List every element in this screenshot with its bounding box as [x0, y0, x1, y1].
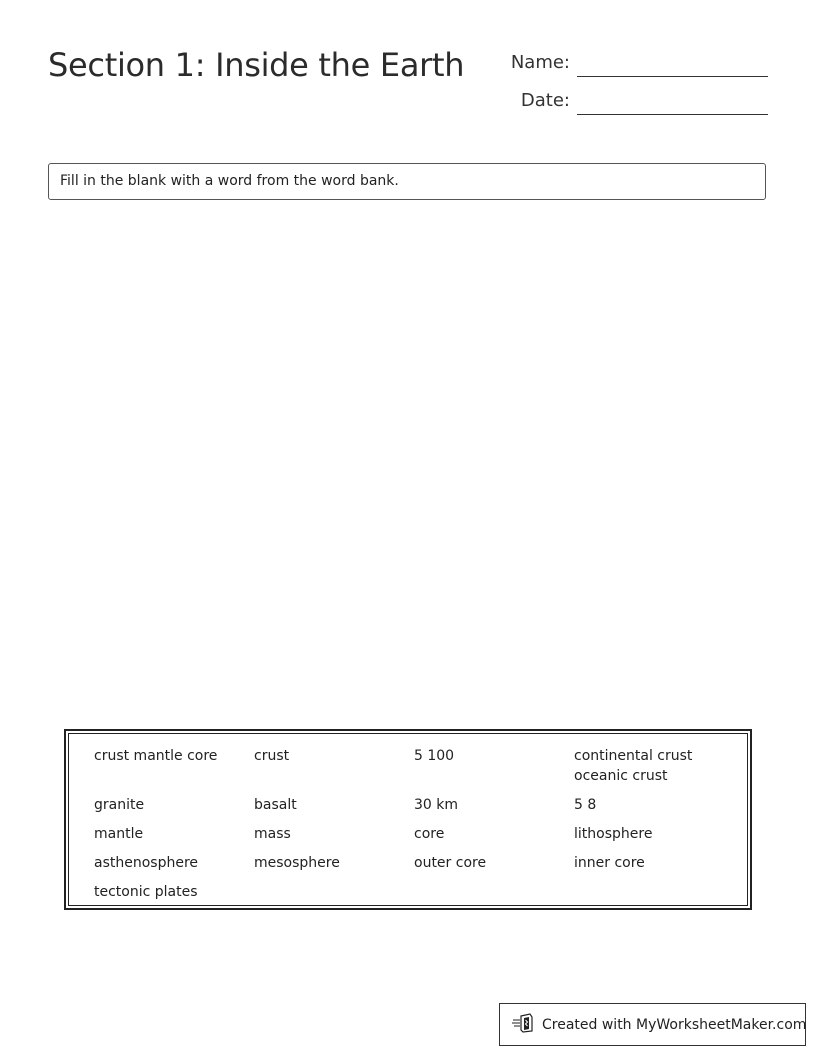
word-bank-item: asthenosphere	[94, 855, 199, 871]
word-bank-inner	[68, 733, 748, 906]
word-bank-item: lithosphere	[574, 826, 653, 842]
word-bank-item: inner core	[574, 855, 645, 871]
credit-text: Created with MyWorksheetMaker.com	[542, 1016, 807, 1033]
word-bank-item: 5 100	[414, 748, 455, 764]
word-bank-item: 5 8	[574, 797, 597, 813]
word-bank-item: mesosphere	[254, 855, 340, 871]
word-bank-grid	[94, 746, 734, 902]
word-bank	[64, 729, 752, 910]
word-bank-item: tectonic plates	[94, 884, 198, 900]
instructions-text: Fill in the blank with a word from the word bank.	[60, 173, 399, 189]
word-bank-item: outer core	[414, 855, 487, 871]
worksheet-maker-logo-icon	[512, 1013, 542, 1037]
word-bank-item: mantle	[94, 826, 144, 842]
word-bank-item: granite	[94, 797, 145, 813]
credit-link[interactable]	[499, 1003, 806, 1046]
word-bank-item: crust	[254, 748, 290, 764]
word-bank-item: continental crust oceanic crust	[574, 748, 693, 784]
date-field[interactable]	[577, 114, 768, 115]
word-bank-item: crust mantle core	[94, 748, 218, 764]
name-label: Name:	[510, 52, 570, 73]
worksheet-title: Section 1: Inside the Earth	[48, 46, 465, 84]
instructions-box	[48, 163, 766, 200]
word-bank-item: mass	[254, 826, 291, 842]
word-bank-item: 30 km	[414, 797, 459, 813]
word-bank-item: basalt	[254, 797, 297, 813]
word-bank-item: core	[414, 826, 445, 842]
name-field[interactable]	[577, 76, 768, 77]
date-label: Date:	[520, 90, 570, 111]
